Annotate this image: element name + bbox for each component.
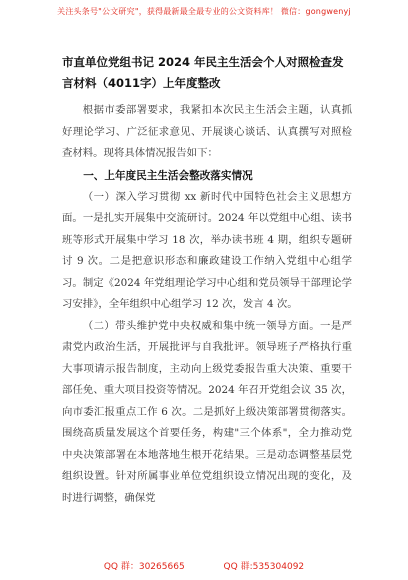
document-title: 市直单位党组书记 2024 年民主生活会个人对照检查发言材料（4011字）上年度整改	[62, 55, 344, 90]
footer-contact	[0, 559, 408, 572]
paragraph-1: （一）深入学习贯彻 xx 新时代中国特色社会主义思想方面。一是扎实开展集中交流研讨。2024 年以党组中心组、读书班等形式开展集中学习 18 次，举办读书班 4 期，组织专题研讨 9 次。二是把意识形态和廉政建设工作纳入党组中心组学习。制定《2024 年党组理论学习中心组和党员领导干部理论学习安排》，全年组织中心组学习 12 次，发言 4 次。	[62, 190, 352, 310]
qq-group-2: QQ 群:535304092	[223, 562, 305, 572]
paragraph-2: （二）带头维护党中央权威和集中统一领导方面。一是严肃党内政治生活，开展批评与自我批评。领导班子严格执行重大事项请示报告制度，主动向上级党委报告重大决策、重要干部任免、重大项目投资等情况。2024 年召开党组会议 35 次，向市委汇报重点工作 6 次。二是抓好上级决策部署贯彻落实。围绕高质量发展这个首要任务，构建"三个体系"，全力推动党中央决策部署在本地落地生根开花结果。三是动态调整基层党组织设置。针对所属事业单位党组织设立情况出现的变化，及时进行调整，确保党	[62, 319, 352, 504]
section-heading: 一、上年度民主生活会整改落实情况	[83, 169, 253, 182]
document-page	[62, 52, 352, 509]
qq-group-1: QQ 群：30265665	[103, 562, 185, 572]
top-promo-banner: 关注头条号"公文研究"，获得最新最全最专业的公文资料库！ 微信：gongwenyj	[57, 7, 351, 16]
intro-paragraph: 根据市委部署要求，我紧扣本次民主生活会主题，认真抓好理论学习、广泛征求意见、开展谈心谈话、认真撰写对照检查材料。现将具体情况报告如下：	[62, 104, 352, 159]
